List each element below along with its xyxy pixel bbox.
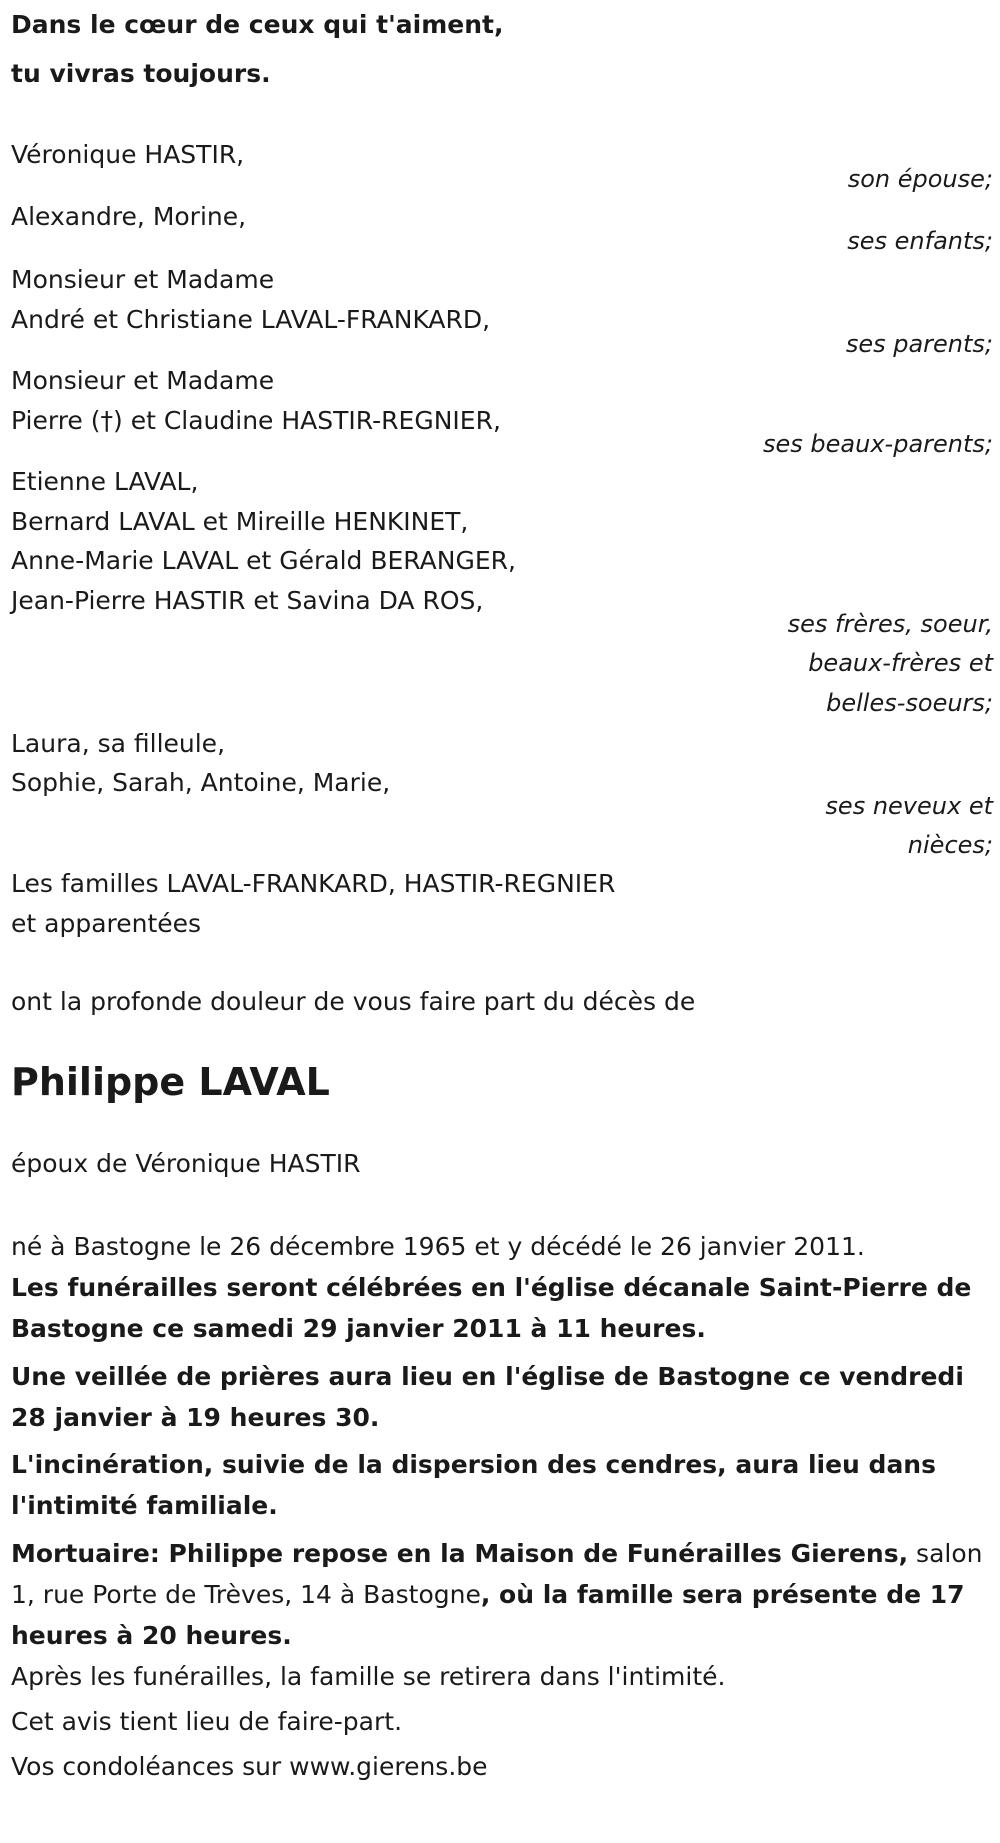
spouse-of-text: époux de Véronique HASTIR: [11, 1149, 361, 1178]
siblings-relation-line-1: ses frères, soeur,: [787, 610, 993, 638]
birth-death-text: né à Bastogne le 26 décembre 1965 et y décédé le 26 janvier 2011.: [11, 1232, 865, 1261]
notice-text: Cet avis tient lieu de faire-part.: [11, 1707, 403, 1736]
parents-line-1: Monsieur et Madame: [11, 265, 275, 294]
nephew-name: Laura, sa filleule,: [11, 729, 226, 758]
in-laws-line-2: Pierre (†) et Claudine HASTIR-REGNIER,: [11, 406, 501, 435]
siblings-relation-line-3: belles-soeurs;: [826, 689, 993, 717]
siblings-relation-line-2: beaux-frères et: [808, 649, 993, 677]
cremation-details: L'incinération, suivie de la dispersion des cendres, aura lieu dans l'intimité familiale.: [11, 1450, 936, 1520]
sibling-name: Anne-Marie LAVAL et Gérald BERANGER,: [11, 546, 516, 575]
mortuary-bold-2: , où la famille sera présente de 17 heures à 20 heures.: [11, 1580, 965, 1650]
vigil-details: Une veillée de prières aura lieu en l'église de Bastogne ce vendredi 28 janvier à 19 heures 30.: [11, 1362, 964, 1432]
children-names: Alexandre, Morine,: [11, 202, 247, 231]
announcement-text: ont la profonde douleur de vous faire part du décès de: [11, 987, 696, 1016]
sibling-name: Etienne LAVAL,: [11, 467, 199, 496]
spouse-relation: son épouse;: [847, 165, 993, 193]
funeral-details: Les funérailles seront célébrées en l'église décanale Saint-Pierre de Bastogne ce samedi 29 janvier 2011 à 11 heures.: [11, 1273, 972, 1343]
children-relation: ses enfants;: [847, 227, 993, 255]
epitaph-line-2: tu vivras toujours.: [11, 59, 271, 88]
sibling-name: Jean-Pierre HASTIR et Savina DA ROS,: [11, 586, 484, 615]
nephews-relation-line-1: ses neveux et: [825, 792, 993, 820]
condolences-text: Vos condoléances sur www.gierens.be: [11, 1752, 488, 1781]
mortuary-address: salon 1, rue Porte de Trèves, 14 à Bastogne: [11, 1539, 983, 1609]
families-line-2: et apparentées: [11, 909, 202, 938]
spouse-name: Véronique HASTIR,: [11, 140, 245, 169]
nephew-name: Sophie, Sarah, Antoine, Marie,: [11, 768, 391, 797]
in-laws-line-1: Monsieur et Madame: [11, 366, 275, 395]
deceased-name: Philippe LAVAL: [11, 1060, 330, 1104]
epitaph-line-1: Dans le cœur de ceux qui t'aiment,: [11, 10, 504, 39]
mortuary-bold-1: Mortuaire: Philippe repose en la Maison de Funérailles Gierens,: [11, 1539, 909, 1568]
sibling-name: Bernard LAVAL et Mireille HENKINET,: [11, 507, 469, 536]
parents-line-2: André et Christiane LAVAL-FRANKARD,: [11, 305, 491, 334]
nephews-relation-line-2: nièces;: [907, 831, 993, 859]
mortuary-details: [11, 1533, 993, 1656]
in-laws-relation: ses beaux-parents;: [763, 430, 993, 458]
families-line-1: Les familles LAVAL-FRANKARD, HASTIR-REGNIER: [11, 869, 616, 898]
after-funeral-text: Après les funérailles, la famille se retirera dans l'intimité.: [11, 1662, 726, 1691]
parents-relation: ses parents;: [845, 330, 993, 358]
